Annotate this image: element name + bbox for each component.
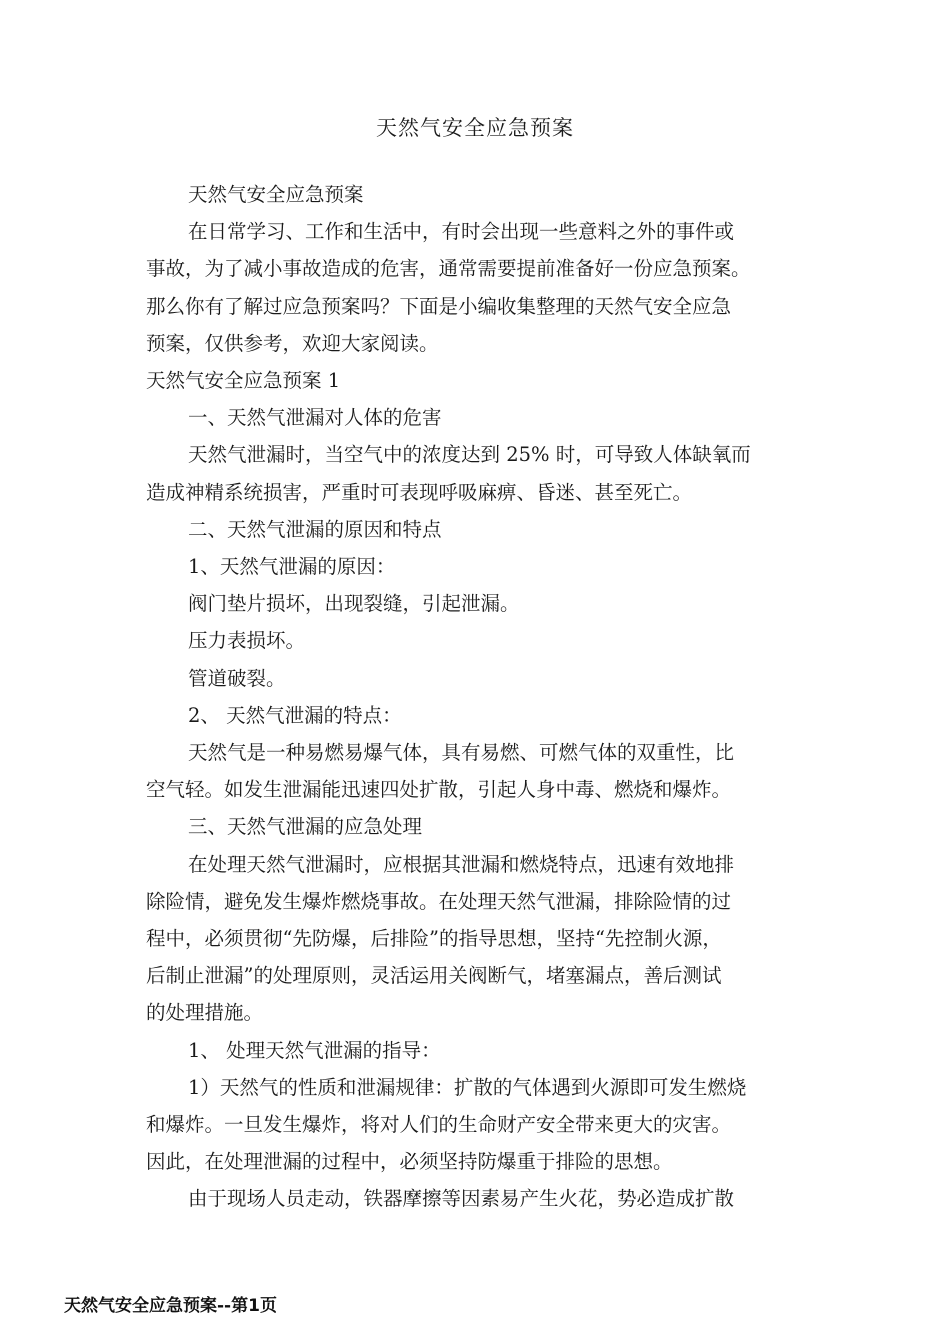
text-line: 2、 天然气泄漏的特点：: [188, 703, 402, 727]
text-line: 除险情，避免发生爆炸燃烧事故。在处理天然气泄漏，排除险情的过: [146, 889, 732, 913]
text-line: 预案，仅供参考，欢迎大家阅读。: [146, 331, 439, 355]
text-line: 管道破裂。: [188, 666, 286, 690]
text-line: 空气轻。如发生泄漏能迅速四处扩散，引起人身中毒、燃烧和爆炸。: [146, 778, 732, 802]
text-line: 造成神精系统损害，严重时可表现呼吸麻痹、昏迷、甚至死亡。: [146, 480, 693, 504]
text-line: 压力表损坏。: [188, 629, 306, 653]
text-line: 在处理天然气泄漏时，应根据其泄漏和燃烧特点，迅速有效地排: [188, 852, 735, 876]
text-line: 后制止泄漏”的处理原则，灵活运用关阀断气，堵塞漏点，善后测试: [146, 964, 722, 988]
text-line: 阀门垫片损坏，出现裂缝，引起泄漏。: [188, 592, 520, 616]
text-line: 1、天然气泄漏的原因：: [188, 555, 396, 579]
text-line: 和爆炸。一旦发生爆炸，将对人们的生命财产安全带来更大的灾害。: [146, 1113, 732, 1137]
document-title: 天然气安全应急预案: [376, 116, 574, 140]
page-footer: 天然气安全应急预案--第1页: [64, 1296, 277, 1316]
text-line: 的处理措施。: [146, 1001, 264, 1025]
text-line: 因此，在处理泄漏的过程中，必须坚持防爆重于排险的思想。: [146, 1150, 673, 1174]
text-line: 二、天然气泄漏的原因和特点: [188, 517, 442, 541]
text-line: 三、天然气泄漏的应急处理: [188, 815, 423, 839]
text-line: 那么你有了解过应急预案吗？下面是小编收集整理的天然气安全应急: [146, 294, 732, 318]
document-body: [146, 176, 816, 1218]
text-line: 天然气安全应急预案: [188, 183, 364, 206]
text-line: 天然气安全应急预案 1: [146, 369, 341, 393]
text-line: 一、天然气泄漏对人体的危害: [188, 406, 442, 430]
text-line: 程中，必须贯彻“先防爆，后排险”的指导思想，坚持“先控制火源，: [146, 927, 722, 951]
text-line: 事故，为了减小事故造成的危害，通常需要提前准备好一份应急预案。: [146, 257, 751, 281]
text-line: 1）天然气的性质和泄漏规律：扩散的气体遇到火源即可发生燃烧: [188, 1075, 747, 1099]
text-line: 在日常学习、工作和生活中，有时会出现一些意料之外的事件或: [188, 220, 735, 244]
text-line: 天然气是一种易燃易爆气体，具有易燃、可燃气体的双重性，比: [188, 741, 735, 765]
text-line: 由于现场人员走动，铁器摩擦等因素易产生火花，势必造成扩散: [188, 1187, 735, 1211]
text-line: 天然气泄漏时，当空气中的浓度达到 25% 时，可导致人体缺氧而: [188, 443, 751, 467]
text-line: 1、 处理天然气泄漏的指导：: [188, 1038, 441, 1062]
